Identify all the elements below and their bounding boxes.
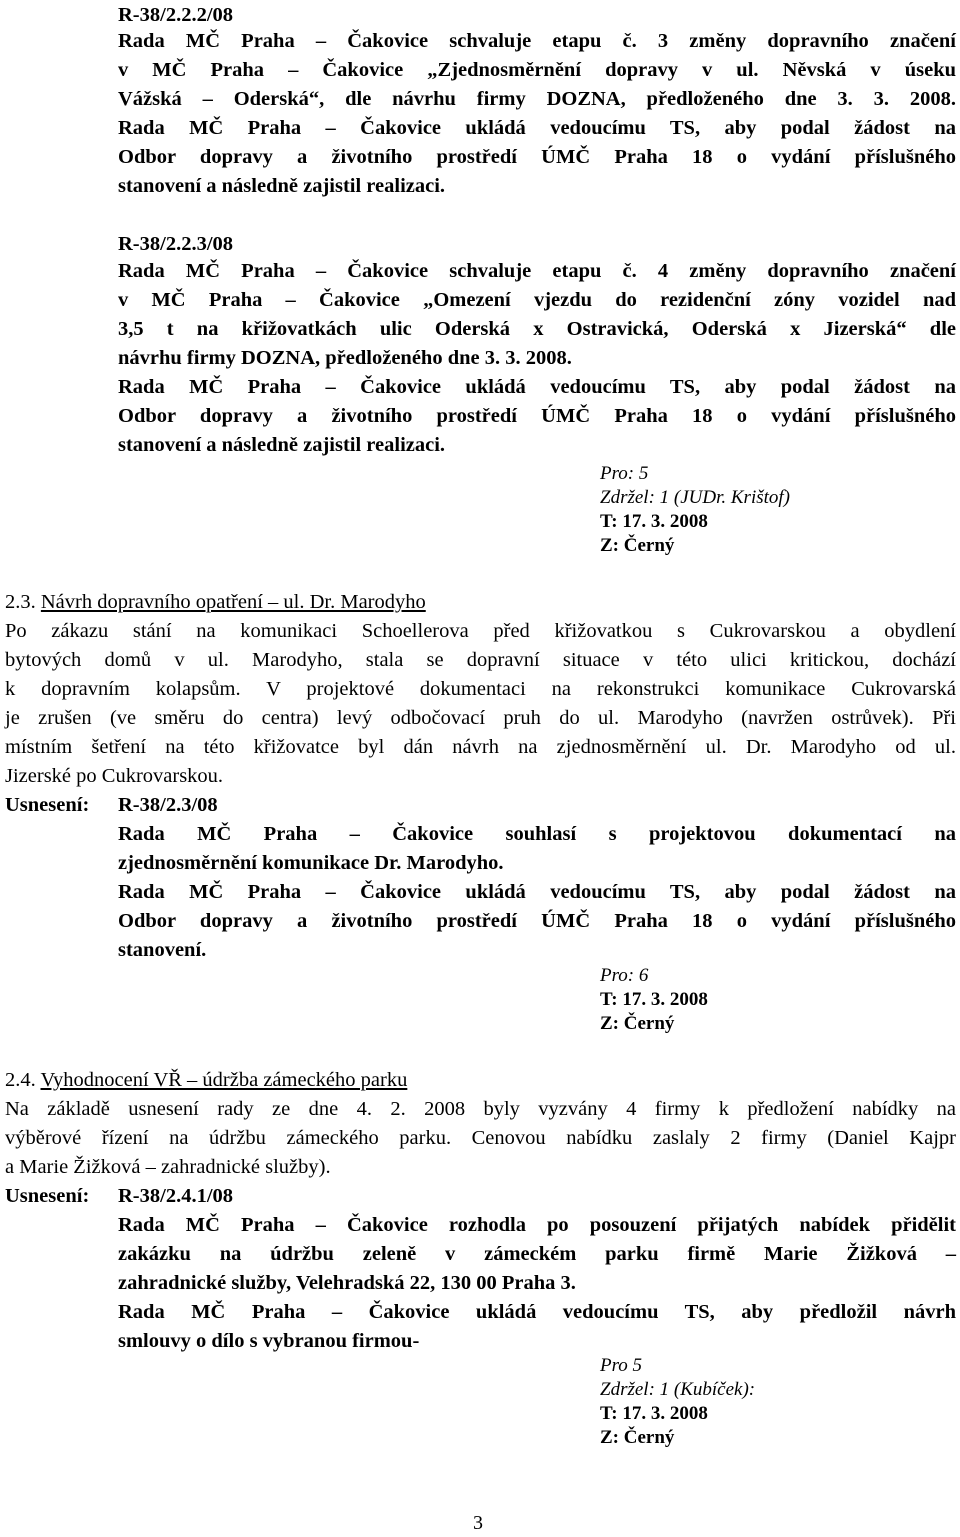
resolution-line: Odbor dopravy a životního prostředí ÚMČ Praha 18 o vydání příslušného <box>118 405 956 427</box>
resolution-line: návrhu firmy DOZNA, předloženého dne 3. 3. 2008. <box>118 347 572 369</box>
resolution-line: Rada MČ Praha – Čakovice ukládá vedoucímu TS, aby předložil návrh <box>118 1301 956 1323</box>
body-line: bytových domů v ul. Marodyho, stala se dopravní situace v této ulici kritickou, dochází <box>5 649 956 671</box>
resolution-line: Rada MČ Praha – Čakovice schvaluje etapu č. 4 změny dopravního značení <box>118 260 956 282</box>
resolution-line: v MČ Praha – Čakovice „Zjednosměrnění dopravy v ul. Něvská v úseku <box>118 59 956 81</box>
deadline: T: 17. 3. 2008 <box>600 989 708 1010</box>
deadline: T: 17. 3. 2008 <box>600 511 708 532</box>
resolution-line: Rada MČ Praha – Čakovice ukládá vedoucímu TS, aby podal žádost na <box>118 881 956 903</box>
resolution-line: Rada MČ Praha – Čakovice schvaluje etapu č. 3 změny dopravního značení <box>118 30 956 52</box>
resolution-line: Odbor dopravy a životního prostředí ÚMČ Praha 18 o vydání příslušného <box>118 910 956 932</box>
usneseni-label: Usnesení: <box>5 1185 90 1207</box>
vote-abstain: Zdržel: 1 (Kubíček): <box>600 1379 756 1400</box>
resolution-line: Rada MČ Praha – Čakovice rozhodla po posouzení přijatých nabídek přidělit <box>118 1214 956 1236</box>
section-heading <box>5 1067 407 1093</box>
body-line: Na základě usnesení rady ze dne 4. 2. 2008 byly vyzvány 4 firmy k předložení nabídky na <box>5 1098 956 1120</box>
body-line: je zrušen (ve směru do centra) levý odbočovací pruh do ul. Marodyho (navržen ostrůvek). Při <box>5 707 956 729</box>
resolution-line: Odbor dopravy a životního prostředí ÚMČ Praha 18 o vydání příslušného <box>118 146 956 168</box>
resolution-code: R-38/2.2.3/08 <box>118 233 234 255</box>
resolution-line: smlouvy o dílo s vybranou firmou- <box>118 1330 420 1352</box>
resolution-line: v MČ Praha – Čakovice „Omezení vjezdu do rezidenční zóny vozidel nad <box>118 289 956 311</box>
resolution-line: Vážská – Oderská“, dle návrhu firmy DOZNA, předloženého dne 3. 3. 2008. <box>118 88 956 110</box>
deadline: T: 17. 3. 2008 <box>600 1403 708 1424</box>
page-number: 3 <box>473 1512 483 1534</box>
resolution-line: zahradnické služby, Velehradská 22, 130 00 Praha 3. <box>118 1272 576 1294</box>
resolution-line: Rada MČ Praha – Čakovice ukládá vedoucímu TS, aby podal žádost na <box>118 117 956 139</box>
vote-abstain: Zdržel: 1 (JUDr. Krištof) <box>600 487 791 508</box>
section-number: 2.3. <box>5 591 36 613</box>
vote-pro: Pro: 6 <box>600 965 649 986</box>
responsible: Z: Černý <box>600 535 675 556</box>
resolution-line: Rada MČ Praha – Čakovice souhlasí s projektovou dokumentací na <box>118 823 956 845</box>
body-line: výběrové řízení na údržbu zámeckého parku. Cenovou nabídku zaslaly 2 firmy (Daniel Kajpr <box>5 1127 956 1149</box>
body-line: Po zákazu stání na komunikaci Schoellerova před křižovatkou s Cukrovarskou a obydlení <box>5 620 956 642</box>
responsible: Z: Černý <box>600 1013 675 1034</box>
body-line: a Marie Žižková – zahradnické služby). <box>5 1156 331 1178</box>
resolution-line: stanovení a následně zajistil realizaci. <box>118 434 446 456</box>
resolution-line: Rada MČ Praha – Čakovice ukládá vedoucímu TS, aby podal žádost na <box>118 376 956 398</box>
resolution-code: R-38/2.3/08 <box>118 794 218 816</box>
resolution-line: stanovení. <box>118 939 207 961</box>
resolution-line: zjednosměrnění komunikace Dr. Marodyho. <box>118 852 504 874</box>
section-title: Vyhodnocení VŘ – údržba zámeckého parku <box>40 1069 408 1091</box>
body-line: k dopravním kolapsům. V projektové dokumentaci na rekonstrukci komunikace Cukrovarská <box>5 678 956 700</box>
resolution-code: R-38/2.2.2/08 <box>118 4 234 26</box>
section-number: 2.4. <box>5 1069 36 1091</box>
vote-pro: Pro 5 <box>600 1355 643 1376</box>
section-heading <box>5 589 426 615</box>
section-title: Návrh dopravního opatření – ul. Dr. Marodyho <box>40 591 426 613</box>
body-line: Jizerské po Cukrovarskou. <box>5 765 224 787</box>
resolution-line: 3,5 t na křižovatkách ulic Oderská x Ostravická, Oderská x Jizerská“ dle <box>118 318 956 340</box>
responsible: Z: Černý <box>600 1427 675 1448</box>
body-line: místním šetření na této křižovatce byl dán návrh na zjednosměrnění ul. Dr. Marodyho od ul. <box>5 736 956 758</box>
resolution-line: stanovení a následně zajistil realizaci. <box>118 175 446 197</box>
vote-pro: Pro: 5 <box>600 463 649 484</box>
resolution-line: zakázku na údržbu zeleně v zámeckém parku firmě Marie Žižková – <box>118 1243 956 1265</box>
usneseni-label: Usnesení: <box>5 794 90 816</box>
resolution-code: R-38/2.4.1/08 <box>118 1185 234 1207</box>
